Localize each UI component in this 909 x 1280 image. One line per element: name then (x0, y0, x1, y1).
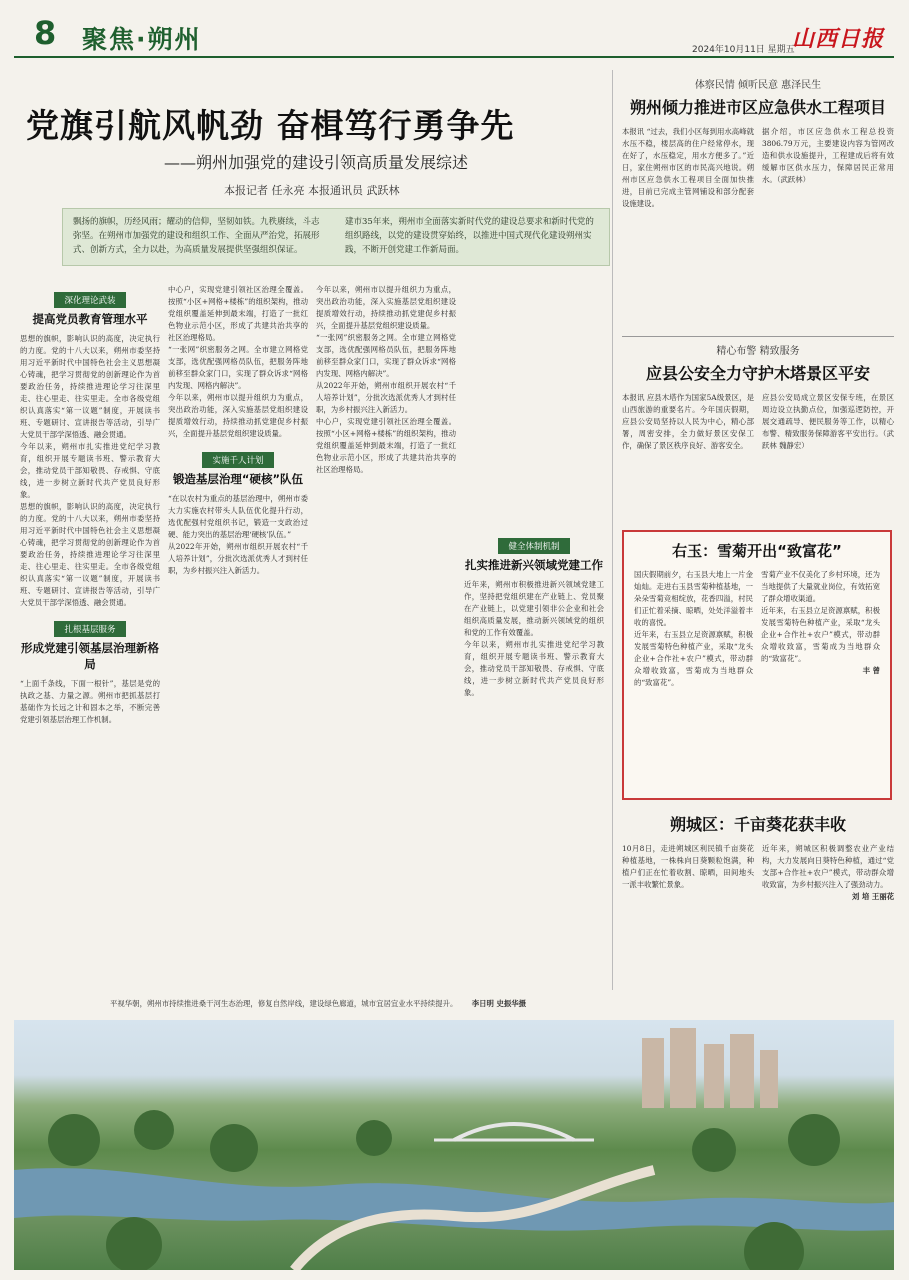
feature-author: 丰 曾 (862, 666, 880, 675)
subhead-1-title: 提高党员教育管理水平 (32, 312, 148, 326)
lead-paragraph: 今年以来，朔州市以提升组织力为重点，突出政治功能，深入实施基层党组织建设提质增效行动，持续推动抓党建促乡村振兴，全面提升基层党组织建设质量。 (316, 285, 456, 330)
feature-paragraph: 国庆假期前夕，右玉县大地上一片金灿灿。走进右玉县雪菊种植基地，一朵朵雪菊竞相绽放，花香四溢，村民们正忙着采摘、晾晒，处处洋溢着丰收的喜悦。 (634, 570, 753, 627)
page-header (14, 14, 894, 58)
story-divider (622, 336, 894, 337)
police-paragraph: 本报讯 应县木塔作为国家5A级景区，是山西旅游的重要名片。今年国庆假期，应县公安局坚持以人民为中心，精心部署，周密安排，全力做好景区安保工作，确保了景区秩序良好、游客安全。 (622, 393, 754, 450)
photo-caption-text: 平视华朝，朔州市持续推进桑干河生态治理，修复自然岸线，建设绿色廊道，城市宜居宜业水平持续提升。 (110, 999, 458, 1008)
column-divider (612, 70, 613, 990)
photo-credit: 李日明 史振华摄 (471, 999, 527, 1008)
subhead-1 (20, 288, 160, 327)
feature-body (634, 569, 880, 689)
issue-date: 2024年10月11日 星期五 (692, 45, 795, 55)
sunflower-paragraph: 近年来，朔城区积极调整农业产业结构，大力发展向日葵特色种植，通过“党支部+合作社+农户”模式，带动群众增收致富，为乡村振兴注入了强劲动力。 (762, 844, 894, 889)
lead-paragraph: 今年以来，朔州市以提升组织力为重点，突出政治功能，深入实施基层党组织建设提质增效行动，持续推动抓党建促乡村振兴，全面提升基层党组织建设质量。 (168, 393, 308, 438)
city-park-photo (14, 1020, 894, 1270)
water-paragraph: 本报讯 “过去，我们小区每到用水高峰就水压不稳，楼层高的住户经常停水，现在好了，水压稳定，用水方便多了。”近日，家住朔州市区的市民高兴地说。朔州市区应急供水工程项目全面加快推进，目前已完成主管网铺设和部分配套设施建设。 (622, 127, 754, 208)
subhead-2-tag: 健全体制机制 (498, 538, 569, 554)
lead-summary-right: 建市35年来，朔州市全面落实新时代党的建设总要求和新时代党的组织路线，以党的建设贯穿始终，以推进中国式现代化建设朔州实践，不断开创党建工作新局面。 (345, 217, 594, 255)
bridge-arch (454, 1124, 574, 1140)
lead-column-2 (168, 284, 308, 984)
feature-col-2 (761, 569, 880, 689)
lead-paragraph: “在以农村为重点的基层治理中，朔州市委大力实施农村带头人队伍优化提升行动，选优配强村党组织书记，锻造一支政治过硬、能力突出的基层治理‘硬核’队伍。” (168, 494, 308, 539)
feature-paragraph: 近年来，右玉县立足资源禀赋，积极发展雪菊特色种植产业，采取“龙头企业+合作社+农户”模式，带动群众增收致富，雪菊成为当地群众的“致富花”。 (634, 630, 753, 687)
lead-paragraph: 中心户，实现党建引领社区治理全覆盖。按照“小区+网格+楼栋”的组织架构，推动党组织覆盖延伸到最末端，打造了一批红色物业示范小区，形成了共建共治共享的社区治理格局。 (168, 285, 308, 342)
sunflower-story-body (622, 843, 894, 903)
water-story-title: 朔州倾力推进市区应急供水工程项目 (629, 98, 886, 117)
lead-summary-box (62, 208, 610, 266)
section-name: 聚焦·朔州 (82, 25, 202, 54)
police-story (622, 342, 894, 522)
lead-paragraph: “一张网”织密服务之网。全市建立网格党支部，选优配强网格员队伍，把服务阵地前移至群众家门口，实现了群众诉求“网格内发现、网格内解决”。 (316, 333, 456, 378)
lead-summary-left: 飘扬的旗帜，历经风雨；耀动的信仰，坚韧如铁。九秩赓续，斗志弥坚。在朔州市加强党的建设和组织工作、全面从严治党，拓展形式、创新方式，全力以赴，为高质量发展提供坚强组织保证。 (73, 217, 320, 255)
lead-paragraph: 从2022年开始，朔州市组织开展农村“千人培养计划”，分批次选派优秀人才到村任职，为乡村振兴注入新活力。 (168, 542, 308, 575)
lead-story-header (18, 82, 626, 270)
snow-chrysanthemum-feature (622, 530, 892, 800)
sunflower-story-title: 朔城区：千亩葵花获丰收 (669, 815, 846, 834)
subhead-3-tag: 实施千人计划 (202, 452, 273, 468)
police-story-body (622, 392, 894, 452)
water-supply-story (622, 76, 894, 336)
feature-paragraph: 近年来，右玉县立足资源禀赋，积极发展雪菊特色种植产业，采取“龙头企业+合作社+农户”模式，带动群众增收致富，雪菊成为当地群众的“致富花”。 (761, 606, 880, 663)
police-story-title: 应县公安全力守护木塔景区平安 (645, 364, 870, 383)
city-park-illustration (14, 1020, 894, 1270)
subhead-2-title: 扎实推进新兴领域党建工作 (465, 558, 603, 572)
newspaper-masthead: 山西日报 (792, 26, 885, 52)
lead-paragraph: 今年以来，朔州市扎实推进党纪学习教育，组织开展专题读书班、警示教育大会，推动党员干部知敬畏、存戒惧、守底线，进一步树立新时代共产党员良好形象。 (464, 640, 604, 697)
lead-column-3 (316, 284, 456, 984)
lead-column-4 (464, 284, 604, 984)
water-paragraph: 据介绍，市区应急供水工程总投资3806.79万元，主要建设内容为管网改造和供水设施提升，工程建成后将有效缓解市区供水压力，保障居民正常用水。（武跃林） (762, 127, 894, 184)
subhead-4-tag: 扎根基层服务 (54, 621, 125, 637)
lead-paragraph: 近年来，朔州市积极推进新兴领域党建工作，坚持把党组织建在产业链上、党员聚在产业链上，以党建引领非公企业和社会组织高质量发展，推动新兴领域党的组织和党的工作有效覆盖。 (464, 580, 604, 637)
feature-paragraph: 雪菊产业不仅美化了乡村环境，还为当地提供了大量就业岗位，有效拓宽了群众增收渠道。 (761, 570, 880, 603)
lead-subtitle: ——朔州加强党的建设引领高质量发展综述 (164, 153, 469, 172)
subhead-3-title: 锻造基层治理“硬核”队伍 (172, 472, 304, 486)
lead-paragraph: “上面千条线，下面一根针”，基层是党的执政之基、力量之源。朔州市把抓基层打基础作为长远之计和固本之举，不断完善党建引领基层治理工作机制。 (20, 679, 160, 724)
police-story-kicker: 精心布警 精致服务 (716, 346, 800, 357)
high-rise-buildings (642, 1028, 778, 1108)
feature-col-1 (634, 569, 753, 689)
water-story-kicker: 体察民情 倾听民意 惠泽民生 (694, 80, 822, 91)
lead-paragraph: “一张网”织密服务之网。全市建立网格党支部，选优配强网格员队伍，把服务阵地前移至群众家门口，实现了群众诉求“网格内发现、网格内解决”。 (168, 345, 308, 390)
lead-paragraph: 中心户，实现党建引领社区治理全覆盖。按照“小区+网格+楼栋”的组织架构，推动党组织覆盖延伸到最末端，打造了一批红色物业示范小区，形成了共建共治共享的社区治理格局。 (316, 417, 456, 474)
lead-byline: 本报记者 任永亮 本报通讯员 武跃林 (224, 184, 400, 197)
lead-paragraph: 思想的旗帜，影响认识的高度，决定执行的力度。党的十八大以来，朔州市委坚持用习近平新时代中国特色社会主义思想凝心铸魂，把学习贯彻党的创新理论作为首要政治任务，持续推进理论学习往深里走、往心里走、往实里走。全市各级党组织认真落实“第一议题”制度，开展读书班、专题研讨、宣讲报告等活动，引导广大党员干部学深悟透、融会贯通。 (20, 502, 160, 607)
photo-caption (110, 998, 770, 1009)
lead-title: 党旗引航风帆劲 奋楫笃行勇争先 (26, 106, 515, 145)
subhead-2 (464, 534, 604, 573)
subhead-4 (20, 617, 160, 672)
feature-title: 右玉：雪菊开出“致富花” (672, 542, 842, 560)
lead-paragraph: 从2022年开始，朔州市组织开展农村“千人培养计划”，分批次选派优秀人才到村任职，为乡村振兴注入新活力。 (316, 381, 456, 414)
lead-paragraph: 今年以来，朔州市扎实推进党纪学习教育，组织开展专题读书班、警示教育大会，推动党员干部知敬畏、存戒惧、守底线，进一步树立新时代共产党员良好形象。 (20, 442, 160, 499)
sunflower-col-2 (762, 843, 894, 903)
page-number: 8 (34, 14, 57, 52)
subhead-1-tag: 深化理论武装 (54, 292, 125, 308)
subhead-3 (168, 448, 308, 487)
water-story-body (622, 126, 894, 210)
sunflower-author: 刘 培 王丽花 (851, 892, 894, 901)
sunflower-story (622, 808, 894, 988)
subhead-4-title: 形成党建引领基层治理新格局 (21, 641, 159, 671)
lead-column-1 (20, 284, 160, 984)
police-paragraph: 应县公安局成立景区安保专班，在景区周边设立执勤点位，加强巡逻防控，开展交通疏导、便民服务等工作，以精心布警、精致服务保障游客平安出行。（武跃林 魏静宏） (762, 393, 894, 450)
sunflower-paragraph: 10月8日，走进朔城区利民镇千亩葵花种植基地，一株株向日葵颗粒饱满，种植户们正在忙着收割、晾晒，田间地头一派丰收繁忙景象。 (622, 844, 754, 889)
lead-paragraph: 思想的旗帜，影响认识的高度，决定执行的力度。党的十八大以来，朔州市委坚持用习近平新时代中国特色社会主义思想凝心铸魂，把学习贯彻党的创新理论作为首要政治任务，持续推进理论学习往深里走、往心里走、往实里走。全市各级党组织认真落实“第一议题”制度，开展读书班、专题研讨、宣讲报告等活动，引导广大党员干部学深悟透、融会贯通。 (20, 334, 160, 439)
